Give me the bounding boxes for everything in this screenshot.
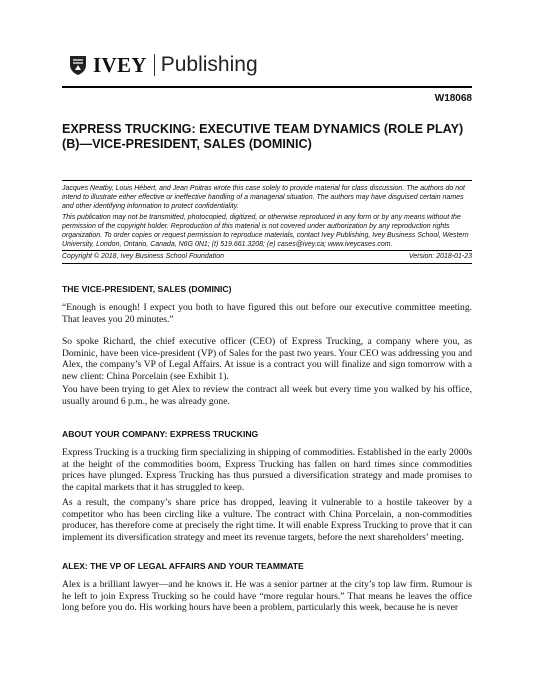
copyright-text: Copyright © 2018, Ivey Business School Foundation [62,253,224,260]
disclaimer-bottom-rule [62,250,472,251]
copyright-line [62,253,472,260]
paragraph: You have been trying to get Alex to review the contract all week but every time you walked by his office, usually around 6 p.m., he was already gone. [62,384,472,407]
section-heading: THE VICE-PRESIDENT, SALES (DOMINIC) [62,284,232,294]
copyright-rule [62,263,472,264]
title-line-2: (B)—VICE-PRESIDENT, SALES (DOMINIC) [62,137,312,151]
disclaimer-top-rule [62,180,472,181]
logo-separator [154,54,155,76]
case-title [62,122,482,152]
authors-disclaimer: Jacques Neatby, Louis Hébert, and Jean Poitras wrote this case solely to provide material for class discussion. The authors do not intend to illustrate either effective or ineffective handling of a managerial situation. The authors may have disguised certain names and other identifying information to protect confidentiality. [62,185,465,210]
paragraph: “Enough is enough! I expect you both to have figured this out before our executive committee meeting. That leaves you 20 minutes.” [62,302,472,325]
paragraph: Alex is a brilliant lawyer—and he knows it. He was a senior partner at the city’s top law firm. Rumour is he left to join Express Trucking so he could have “more regular hours.” That means he leaves the office long before you do. His working hours have been a problem, particularly this week, because he is never [62,579,472,614]
version-text: Version: 2018-01-23 [408,253,472,260]
publisher-name: Publishing [160,53,258,76]
ivey-publishing-logo [68,52,258,78]
header-divider [62,86,472,88]
crest-icon [68,54,88,76]
paragraph: As a result, the company’s share price has dropped, leaving it vulnerable to a hostile takeover by a competitor who has been circling like a vulture. The contract with China Porcelain, a non-commodities producer, has therefore come at precisely the right time. It will enable Express Trucking to prove that it can implement its diversification strategy and meet its revenue targets, before the next shareholders’ meeting. [62,497,472,543]
paragraph: So spoke Richard, the chief executive officer (CEO) of Express Trucking, a company where you, as Dominic, have been vice-president (VP) of Sales for the past two years. Your CEO was addressing you and Alex, the company’s VP of Legal Affairs. At issue is a contract you will finalize and sign tomorrow with a new client: China Porcelain (see Exhibit 1). [62,336,472,382]
case-code: W18068 [434,93,472,104]
brand-name: IVEY [93,52,147,77]
section-heading: ABOUT YOUR COMPANY: EXPRESS TRUCKING [62,429,259,439]
section-heading: ALEX: THE VP OF LEGAL AFFAIRS AND YOUR TEAMMATE [62,561,304,571]
title-line-1: EXPRESS TRUCKING: EXECUTIVE TEAM DYNAMICS (ROLE PLAY) [62,122,464,136]
rights-disclaimer: This publication may not be transmitted, photocopied, digitized, or otherwise reproduced in any form or by any means without the permission of the copyright holder. Reproduction of this material is not covered under authorization by any reproduction rights organization. To order copies or request permission to reproduce materials, contact Ivey Publishing, Ivey Business School, Western University, London, Ontario, Canada, N6G 0N1; (t) 519.661.3208; (e) cases@ivey.ca; www.iveycases.com. [62,214,469,248]
paragraph: Express Trucking is a trucking firm specializing in shipping of commodities. Established in the early 2000s at the height of the commodities boom, Express Trucking has fallen on hard times since commodities prices have plunged. Express Trucking has thus pursued a diversification strategy and made promises to the capital markets that it has struggled to keep. [62,447,472,493]
